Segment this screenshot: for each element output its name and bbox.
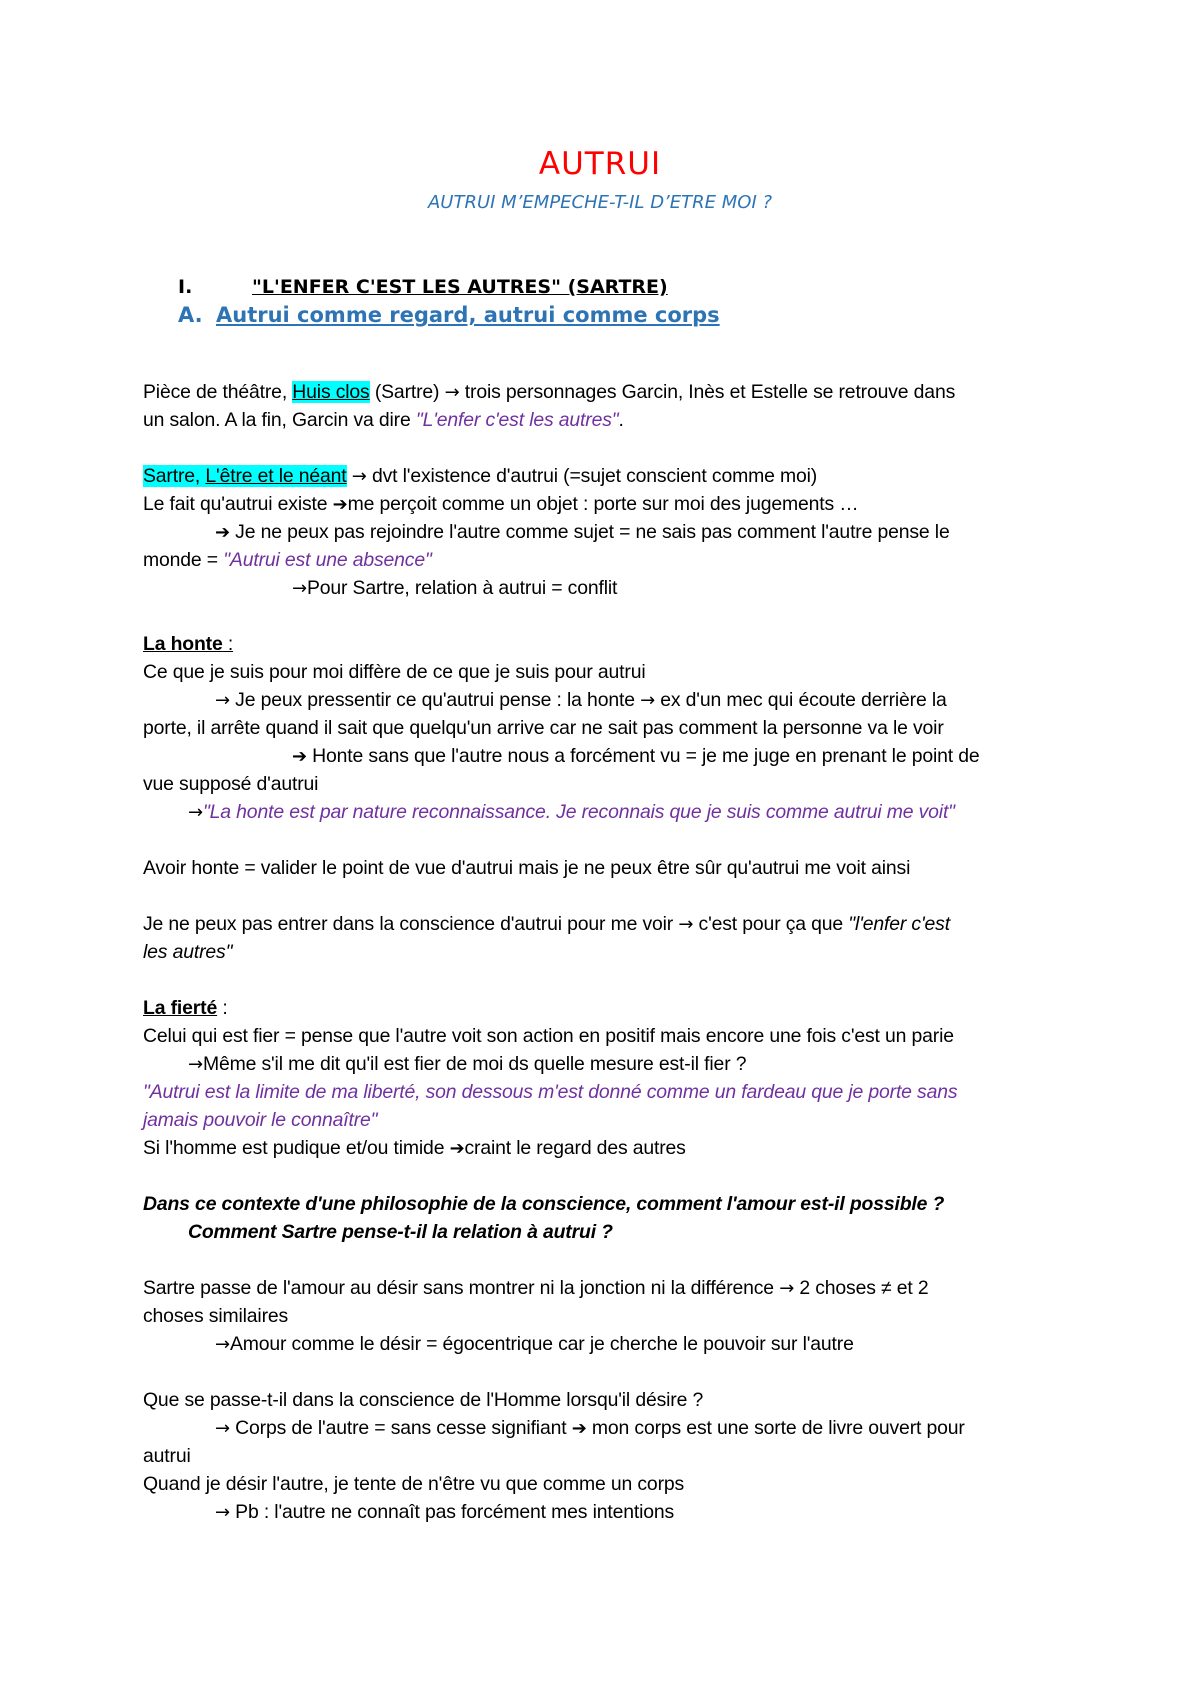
arrow-icon: → [215,690,230,711]
bold-arrow-icon: ➔ [571,1418,587,1439]
arrow-icon: → [779,1278,795,1299]
quote: "L'enfer c'est les autres" [415,409,619,431]
arrow-icon: → [678,914,694,935]
honte-heading-line: La honte : [143,633,234,655]
arrow-icon: → [215,1502,230,1523]
fierte-heading-line: La fierté : [143,997,228,1019]
paragraph-line: Pièce de théâtre, Huis clos (Sartre) → trois personnages Garcin, Inès et Estelle se retrouve dans [143,381,956,403]
fierte-heading: La fierté [143,997,218,1019]
paragraph-line: →Amour comme le désir = égocentrique car je cherche le pouvoir sur l'autre [215,1333,854,1355]
arrow-icon: → [215,1334,230,1355]
arrow-icon: → [188,802,203,823]
arrow-icon: → [444,382,460,403]
paragraph-line: → Pb : l'autre ne connaît pas forcément mes intentions [215,1501,675,1523]
question-line: Dans ce contexte d'une philosophie de la conscience, comment l'amour est-il possible ? [143,1193,945,1215]
paragraph-line: un salon. A la fin, Garcin va dire "L'enfer c'est les autres". [143,409,624,431]
paragraph-line: Celui qui est fier = pense que l'autre voit son action en positif mais encore une fois c'est un parie [143,1025,954,1047]
subsection-title: Autrui comme regard, autrui comme corps [216,303,720,327]
paragraph-line: autrui [143,1445,191,1467]
paragraph-line: Quand je désir l'autre, je tente de n'être vu que comme un corps [143,1473,685,1495]
document-title: AUTRUI [538,146,662,182]
quote: "l'enfer c'est [848,913,950,935]
honte-heading: La honte [143,633,223,655]
paragraph-line: →Pour Sartre, relation à autrui = conflit [292,577,618,599]
paragraph-line: porte, il arrête quand il sait que quelqu'un arrive car ne sait pas comment la personne va le voir [143,717,944,739]
subsection-letter: A. [178,303,203,327]
section-title: "L'ENFER C'EST LES AUTRES" (SARTRE) [252,276,668,298]
highlighted-title-huis-clos: Huis clos [292,381,370,403]
paragraph-line: →Même s'il me dit qu'il est fier de moi ds quelle mesure est-il fier ? [188,1053,747,1075]
paragraph-line: vue supposé d'autrui [143,773,319,795]
arrow-icon: → [188,1054,203,1075]
arrow-icon: → [292,578,307,599]
paragraph-line: ➔ Honte sans que l'autre nous a forcément vu = je me juge en prenant le point de [292,745,980,767]
subsection-heading [178,303,720,327]
document-subtitle: AUTRUI M’EMPECHE-T-IL D’ETRE MOI ? [427,192,773,213]
bold-arrow-icon: ➔ [215,522,230,543]
paragraph-line: Si l'homme est pudique et/ou timide ➔craint le regard des autres [143,1137,686,1159]
paragraph-line [143,938,232,966]
highlighted-reference: Sartre, L'être et le néant [143,465,347,487]
paragraph-line: → Corps de l'autre = sans cesse signifiant ➔ mon corps est une sorte de livre ouvert pour [215,1417,965,1439]
paragraph-line: Sartre passe de l'amour au désir sans montrer ni la jonction ni la différence → 2 choses ≠ et 2 [143,1277,929,1299]
paragraph-line: Ce que je suis pour moi diffère de ce que je suis pour autrui [143,661,646,683]
section-number: I. [178,276,193,298]
paragraph-line: ➔ Je ne peux pas rejoindre l'autre comme sujet = ne sais pas comment l'autre pense le [215,521,950,543]
paragraph-line: Je ne peux pas entrer dans la conscience d'autrui pour me voir → c'est pour ça que "l'enfer c'est [143,913,950,935]
quote-line: jamais pouvoir le connaître" [143,1109,378,1131]
bold-arrow-icon: ➔ [292,746,307,767]
paragraph-line: monde = "Autrui est une absence" [143,549,432,571]
question-line: Comment Sartre pense-t-il la relation à autrui ? [188,1221,613,1243]
quote: les autres" [143,941,233,963]
paragraph-line [188,798,955,827]
bold-arrow-icon: ➔ [449,1138,465,1159]
paragraph-line: Avoir honte = valider le point de vue d'autrui mais je ne peux être sûr qu'autrui me voit ainsi [143,857,911,879]
quote: "Autrui est une absence" [223,549,432,571]
paragraph-line: → Je peux pressentir ce qu'autrui pense : la honte → ex d'un mec qui écoute derrière la [215,689,947,711]
arrow-icon: → [215,1418,230,1439]
arrow-icon: → [351,466,367,487]
paragraph-line: choses similaires [143,1305,289,1327]
quote-line: "Autrui est la limite de ma liberté, son dessous m'est donné comme un fardeau que je porte sans [143,1081,958,1103]
paragraph-line: Le fait qu'autrui existe ➔me perçoit comme un objet : porte sur moi des jugements … [143,493,859,515]
paragraph-line: Que se passe-t-il dans la conscience de l'Homme lorsqu'il désire ? [143,1389,704,1411]
arrow-icon: → [640,690,656,711]
section-heading [178,276,668,298]
paragraph-line: Sartre, L'être et le néant → dvt l'existence d'autrui (=sujet conscient comme moi) [143,465,818,487]
bold-arrow-icon: ➔ [332,494,348,515]
quote: "La honte est par nature reconnaissance. Je reconnais que je suis comme autrui me voit" [202,801,955,823]
